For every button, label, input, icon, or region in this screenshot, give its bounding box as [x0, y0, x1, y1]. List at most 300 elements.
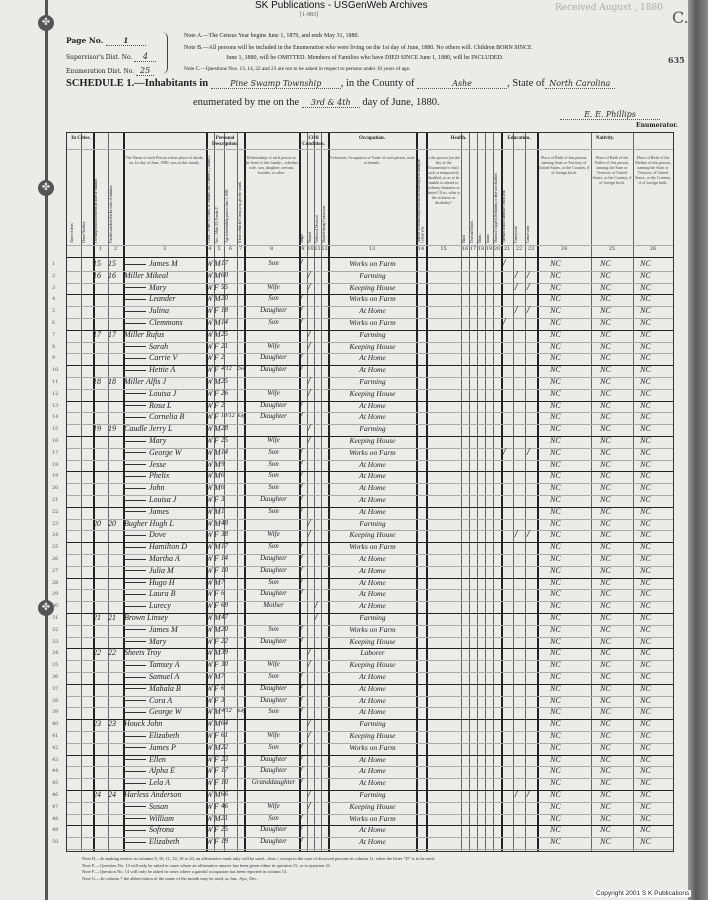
sex: M [214, 613, 221, 622]
birthplace-father: NC [600, 377, 611, 386]
education-mark: / [503, 258, 506, 267]
color: W [206, 683, 213, 693]
occupation: At Home [359, 400, 386, 410]
name-text: Rosa L [149, 400, 172, 410]
color: W [206, 577, 213, 587]
same-surname-dash [124, 299, 146, 300]
same-surname-dash [124, 488, 146, 489]
group-header: Education. [507, 136, 531, 141]
birthplace-mother: NC [640, 447, 651, 457]
person-name [124, 553, 204, 564]
same-surname-dash [124, 771, 146, 772]
birthplace-father: NC [600, 754, 611, 764]
same-surname-dash [124, 417, 146, 418]
birthplace-mother: NC [640, 837, 651, 847]
color: W [206, 589, 213, 599]
civil-condition-mark: / [308, 423, 311, 433]
birthplace-person: NC [550, 388, 561, 398]
civil-condition-mark: / [300, 446, 303, 456]
row-number: 47 [52, 803, 59, 810]
name-text: James [149, 506, 169, 516]
birthplace-father: NC [600, 542, 611, 552]
civil-condition-mark: / [300, 553, 303, 562]
color: W [206, 660, 213, 670]
column-header: Place of Birth of this person, naming State or Territory of United States, or the Country, if of foreign birth. [538, 155, 590, 175]
civil-condition-mark: / [315, 600, 318, 610]
color: W [206, 400, 213, 410]
birthplace-person: NC [550, 660, 561, 670]
dwelling-number: 19 [93, 424, 101, 434]
age: 46 [221, 801, 228, 810]
color: W [206, 424, 213, 434]
column-number: 13 [368, 246, 376, 252]
name-text: Elizabeth [149, 731, 180, 740]
name-text: Leander [149, 294, 176, 304]
education-mark: / [527, 281, 530, 291]
relationship: Son [268, 577, 279, 586]
birthplace-mother: NC [640, 601, 651, 611]
name-text: Mary [149, 436, 167, 445]
birthplace-father: NC [600, 648, 611, 658]
civil-condition-mark: / [308, 435, 311, 444]
civil-condition-mark: / [300, 352, 303, 362]
column-number: 8 [269, 246, 274, 252]
family-number: 18 [108, 377, 116, 386]
civil-condition-mark: / [300, 671, 303, 680]
name-text: Cora A [149, 695, 173, 705]
birthplace-person: NC [550, 790, 561, 799]
binding-ornament-icon: ✤ [38, 180, 54, 196]
civil-condition-mark: / [300, 576, 303, 586]
same-surname-dash [124, 547, 146, 548]
color: W [206, 412, 213, 422]
sex: F [214, 565, 219, 575]
relationship: Daughter [260, 353, 287, 362]
education-mark: / [527, 789, 530, 798]
row-number: 6 [52, 320, 56, 326]
person-name [124, 730, 204, 741]
birthplace-person: NC [550, 495, 561, 504]
birthplace-father: NC [600, 719, 611, 729]
sex: F [214, 660, 219, 670]
relationship: Son [268, 483, 279, 492]
sex: M [214, 294, 221, 304]
name-text: William [149, 813, 174, 823]
birthplace-father: NC [600, 424, 611, 434]
enumerated-label: enumerated by me on the [193, 97, 300, 108]
enumeration-label: Enumeration Dist. No. [66, 68, 135, 75]
civil-condition-mark: / [308, 529, 311, 539]
sex: M [214, 377, 221, 386]
color: W [206, 436, 213, 445]
age: 17 [221, 542, 228, 551]
birthplace-father: NC [600, 601, 611, 611]
occupation: Keeping House [349, 436, 396, 445]
column-number: 9 [301, 246, 305, 252]
group-header: Health. [450, 136, 467, 141]
day-label: day of June, 1880. [362, 97, 440, 108]
family-number: 24 [108, 790, 116, 799]
name-text: Alpha E [149, 766, 175, 776]
birthplace-person: NC [550, 636, 561, 646]
birthplace-father: NC [600, 459, 611, 469]
birthplace-father: NC [600, 636, 611, 646]
column-header: Single. [299, 233, 304, 243]
sex: F [214, 695, 219, 705]
occupation: Keeping House [349, 341, 396, 351]
age: 14 [221, 318, 228, 326]
civil-condition-mark: / [300, 494, 303, 503]
birthplace-father: NC [600, 353, 611, 363]
note-d: Note D.—In making entries in columns 9, 10, 11, 12, 18 to 20, an affirmative mark only will be used—thus /, except in the case of divorced persons in column 11, when the letter "D" is to be used. [82, 856, 436, 861]
relationship: Son [268, 672, 279, 680]
occupation: Works on Farm [349, 447, 396, 457]
color: W [206, 624, 213, 634]
name-text: Lela A [149, 778, 170, 788]
age: 6 [221, 483, 225, 492]
relationship: Daughter [260, 754, 287, 763]
color: W [206, 695, 213, 705]
note-c: Note C.—Questions Nos. 13, 14, 22 and 23 are not to be asked in respect to persons under 10 years of age. [184, 66, 411, 72]
name-text: Clemmons [149, 318, 183, 327]
sex: M [214, 506, 221, 516]
occupation: At Home [359, 471, 386, 481]
county-label: , in the County of [340, 78, 415, 89]
occupation: Works on Farm [349, 318, 396, 327]
row-number: 4 [52, 296, 56, 303]
birthplace-father: NC [600, 813, 611, 823]
corner-letter: C. [672, 8, 689, 27]
same-surname-dash [124, 535, 146, 536]
age: 48 [221, 518, 228, 527]
row-number: 10 [52, 367, 59, 374]
age: 60 [221, 270, 228, 279]
group-header: In Cities. [71, 136, 91, 141]
birthplace-mother: NC [640, 483, 651, 493]
birthplace-father: NC [600, 388, 611, 398]
person-name [124, 683, 204, 694]
same-surname-dash [124, 830, 146, 831]
sex: M [214, 813, 221, 823]
sex: F [214, 353, 219, 363]
sex: M [214, 259, 221, 268]
occupation: Works on Farm [349, 542, 396, 552]
column-number: 17 [469, 246, 477, 252]
birthplace-person: NC [550, 624, 561, 634]
color: W [206, 270, 213, 280]
birthplace-person: NC [550, 270, 561, 280]
sex: F [214, 601, 219, 611]
birthplace-father: NC [600, 436, 611, 445]
column-header: Age at last birthday prior to June 1, 1880. [224, 189, 229, 243]
person-name [124, 270, 204, 281]
relationship: Daughter [260, 683, 287, 692]
birthplace-father: NC [600, 270, 611, 280]
birthplace-mother: NC [640, 648, 651, 658]
person-name [124, 636, 204, 647]
age: 17 [221, 766, 228, 775]
color: W [206, 742, 213, 752]
birthplace-person: NC [550, 695, 561, 705]
person-name [124, 765, 204, 776]
sex: M [214, 518, 221, 528]
column-header: Blind. [461, 234, 466, 243]
name-text: James P [149, 742, 176, 752]
row-number: 3 [52, 284, 56, 291]
relationship: Son [268, 447, 279, 456]
person-name [124, 588, 204, 599]
name-text: Sarah [149, 341, 169, 351]
same-surname-dash [124, 759, 146, 760]
civil-condition-mark: / [308, 340, 311, 350]
birthplace-person: NC [550, 813, 561, 823]
same-surname-dash [124, 559, 146, 560]
birthplace-father: NC [600, 766, 611, 776]
birthplace-person: NC [550, 329, 561, 339]
color: W [206, 471, 213, 481]
color: W [206, 565, 213, 575]
person-name [124, 494, 204, 505]
age: 20 [221, 294, 228, 303]
person-name [124, 600, 204, 611]
civil-condition-mark: / [308, 730, 311, 739]
row-number: 28 [52, 579, 59, 586]
sex: M [214, 719, 221, 729]
column-header: Place of Birth of the Father of this person, naming the State or Territory of United States, or the Country, if of foreign birth. [592, 155, 632, 185]
birthplace-person: NC [550, 613, 561, 622]
dwelling-number: 21 [93, 613, 101, 622]
row-number: 15 [52, 426, 59, 433]
birthplace-father: NC [600, 483, 611, 493]
person-name [124, 754, 204, 765]
birthplace-father: NC [600, 672, 611, 681]
name-text: Martha A [149, 554, 180, 563]
person-name [124, 423, 204, 434]
row-rule [67, 849, 673, 850]
occupation: At Home [359, 672, 386, 681]
column-header: Widowed, Divorced. [314, 215, 319, 243]
footnotes [82, 856, 682, 882]
same-surname-dash [124, 582, 146, 583]
enumeration-value: 25 [136, 66, 154, 76]
education-mark: / [515, 529, 518, 539]
same-surname-dash [124, 842, 146, 843]
birthplace-person: NC [550, 318, 561, 327]
sex: F [214, 412, 219, 422]
row-number: 39 [52, 709, 59, 716]
age: 18 [221, 306, 228, 315]
education-mark: / [515, 789, 518, 798]
name-text: Sofrona [149, 825, 175, 835]
birthplace-father: NC [600, 341, 611, 351]
occupation: Keeping House [349, 282, 396, 292]
civil-condition-mark: / [300, 411, 303, 421]
age: 25 [221, 329, 228, 338]
birthplace-father: NC [600, 801, 611, 811]
same-surname-dash [124, 500, 146, 501]
birthplace-mother: NC [640, 778, 651, 788]
sex: M [214, 672, 221, 681]
occupation: Works on Farm [349, 259, 396, 268]
sex: F [214, 589, 219, 599]
age: 10 [221, 778, 228, 787]
occupation: At Home [359, 754, 386, 764]
page-no [66, 36, 146, 46]
column-header: Cannot read. [513, 226, 518, 243]
dwelling-number: 22 [93, 648, 101, 658]
age: 10 [221, 565, 228, 574]
person-name [124, 364, 204, 375]
page-no-label: Page No. [66, 36, 104, 45]
birthplace-person: NC [550, 554, 561, 563]
same-surname-dash [124, 311, 146, 312]
same-surname-dash [124, 393, 146, 394]
name-text: Caudle Jerry L [124, 424, 173, 434]
color: W [206, 318, 213, 327]
civil-condition-mark: / [300, 824, 303, 834]
person-name [124, 824, 204, 835]
color: W [206, 294, 213, 304]
name-text: Houck John [124, 719, 163, 729]
stamp: [1-983] [300, 12, 318, 18]
age: 21 [221, 341, 228, 350]
name-text: Ellen [149, 754, 166, 764]
birthplace-person: NC [550, 471, 561, 481]
column-header: Attended school within the Census year. [501, 190, 506, 243]
civil-condition-mark: / [300, 588, 303, 598]
birthplace-mother: NC [640, 565, 651, 575]
row-number: 7 [52, 331, 56, 338]
birthplace-father: NC [600, 329, 611, 339]
row-number: 40 [52, 721, 59, 728]
name-text: George W [149, 447, 182, 457]
birthplace-person: NC [550, 565, 561, 575]
person-name [124, 789, 204, 800]
relationship: Son [268, 259, 279, 267]
birthplace-mother: NC [640, 825, 651, 835]
age: 17 [221, 259, 228, 267]
name-text: Bugher Hugh L [124, 518, 174, 528]
birthplace-mother: NC [640, 542, 651, 552]
name-text: James M [149, 259, 178, 268]
same-surname-dash [124, 323, 146, 324]
occupation: At Home [359, 577, 386, 587]
person-name [124, 777, 204, 788]
note-b-2: June 1, 1880, will be OMITTED. Members of Families who have DIED SINCE June 1, 1880, will be INCLUDED. [226, 55, 504, 61]
civil-condition-mark: / [308, 281, 311, 291]
birthplace-person: NC [550, 341, 561, 351]
same-surname-dash [124, 688, 146, 689]
name-text: George W [149, 707, 182, 717]
color: W [206, 388, 213, 398]
person-name [124, 341, 204, 352]
name-text: Cornelia B [149, 412, 185, 422]
row-number: 5 [52, 308, 56, 315]
relationship: Son [268, 294, 279, 303]
row-rule [67, 245, 673, 246]
birthplace-mother: NC [640, 365, 651, 375]
birthplace-person: NC [550, 282, 561, 292]
same-surname-dash [124, 641, 146, 642]
column-header: Married during Census year. [321, 205, 326, 243]
person-name [124, 482, 204, 493]
birthplace-person: NC [550, 731, 561, 740]
column-number: 25 [608, 246, 616, 252]
family-number: 15 [108, 259, 116, 268]
row-number: 34 [52, 650, 59, 657]
civil-condition-mark: / [300, 564, 303, 574]
page-no-value: 1 [106, 36, 146, 46]
civil-condition-mark: / [300, 470, 303, 480]
age: 21 [221, 813, 228, 822]
person-name [124, 565, 204, 576]
occupation: Farming [359, 613, 386, 622]
civil-condition-mark: / [300, 258, 303, 267]
birthplace-mother: NC [640, 294, 651, 304]
row-number: 44 [52, 768, 59, 775]
dwelling-number: 18 [93, 377, 101, 386]
relationship: Wife [267, 801, 280, 810]
color: W [206, 613, 213, 622]
birthplace-mother: NC [640, 554, 651, 563]
age: 7 [221, 577, 225, 586]
birthplace-person: NC [550, 589, 561, 599]
occupation: At Home [359, 778, 386, 788]
group-header: Personal Description. [212, 136, 238, 147]
birthplace-father: NC [600, 683, 611, 693]
same-surname-dash [124, 370, 146, 371]
sex: F [214, 636, 219, 646]
name-text: Louisa J [149, 495, 177, 504]
sex: M [214, 707, 221, 717]
name-text: James M [149, 624, 178, 634]
age: 25 [221, 436, 228, 444]
sex: M [214, 483, 221, 493]
schedule-label: SCHEDULE 1.—Inhabitants in [66, 78, 209, 89]
relationship: Wife [267, 388, 280, 397]
relationship: Wife [267, 341, 280, 350]
color: W [206, 825, 213, 835]
same-surname-dash [124, 511, 146, 512]
relationship: Son [268, 318, 279, 326]
sex: F [214, 731, 219, 740]
sex: M [214, 577, 221, 587]
occupation: Farming [359, 270, 386, 280]
color: W [206, 377, 213, 386]
enumerator-signature: E. E. Phillips [560, 110, 660, 120]
civil-condition-mark: / [300, 777, 303, 787]
column-header: Families numbered in the order of visitation. [108, 185, 113, 243]
color: W [206, 813, 213, 823]
birthplace-mother: NC [640, 377, 651, 386]
name-text: Samuel A [149, 672, 180, 681]
dwelling-number: 16 [93, 270, 101, 280]
birthplace-person: NC [550, 707, 561, 717]
name-text: Mahala B [149, 683, 181, 693]
birthplace-person: NC [550, 412, 561, 422]
sex: M [214, 459, 221, 469]
civil-condition-mark: / [308, 517, 311, 527]
note-a: Note A.—The Census Year begins June 1, 1879, and ends May 31, 1880. [184, 33, 359, 39]
binding-line [45, 0, 48, 900]
color: W [206, 719, 213, 729]
township-value: Pine Swamp Township [211, 79, 341, 89]
age: 61 [221, 731, 228, 739]
same-surname-dash [124, 736, 146, 737]
person-name [124, 718, 204, 729]
civil-condition-mark: / [300, 399, 303, 409]
occupation: Works on Farm [349, 624, 396, 634]
